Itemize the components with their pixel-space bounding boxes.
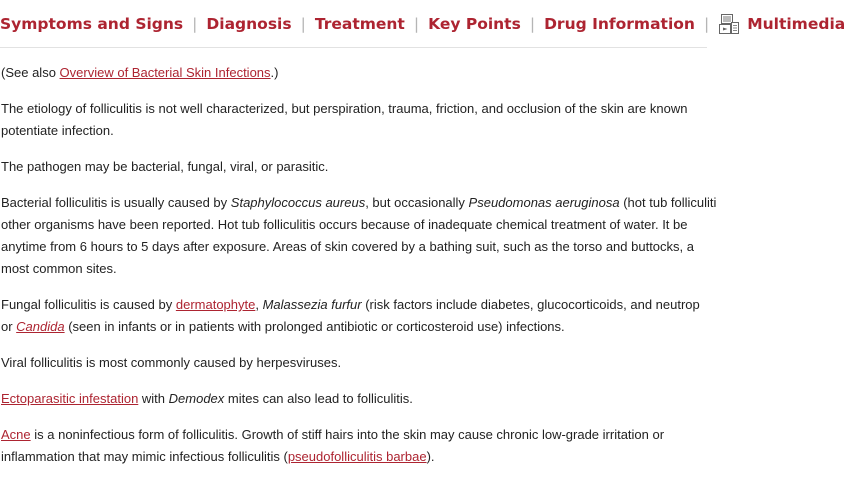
link-pseudofolliculitis-barbae[interactable]: pseudofolliculitis barbae <box>287 449 427 464</box>
article-body <box>1 62 761 482</box>
link-overview-bacterial-skin-infections[interactable]: Overview of Bacterial Skin Infections <box>59 65 271 80</box>
nav-separator: | <box>413 15 420 33</box>
parasitic-folliculitis-paragraph: Ectoparasitic infestation with Demodex mites can also lead to folliculitis. <box>1 391 413 406</box>
link-candida[interactable]: Candida <box>16 319 65 334</box>
nav-separator: | <box>529 15 536 33</box>
link-acne[interactable]: Acne <box>1 427 31 442</box>
viral-folliculitis-paragraph: Viral folliculitis is most commonly caused by herpesviruses. <box>1 355 342 370</box>
acne-paragraph: Acne is a noninfectious form of folliculitis. Growth of stiff hairs into the skin may cause chronic low-grade irritation or inflammation that may mimic infectious folliculitis (pseudofolliculitis barbae). <box>1 427 665 464</box>
link-dermatophyte[interactable]: dermatophyte <box>175 297 256 312</box>
nav-drug-information[interactable]: Drug Information <box>544 15 695 33</box>
nav-symptoms-and-signs[interactable]: Symptoms and Signs <box>0 15 184 33</box>
pathogen-paragraph: The pathogen may be bacterial, fungal, viral, or parasitic. <box>1 159 329 174</box>
link-ectoparasitic-infestation[interactable]: Ectoparasitic infestation <box>1 391 139 406</box>
nav-separator: | <box>300 15 306 33</box>
nav-multimedia[interactable]: Multimedia <box>747 15 845 33</box>
nav-separator: | <box>192 15 198 33</box>
nav-key-points[interactable]: Key Points <box>428 15 521 33</box>
nav-divider <box>0 47 707 48</box>
see-also-paragraph: (See also Overview of Bacterial Skin Infections.) <box>1 65 279 80</box>
section-nav <box>0 8 845 40</box>
fungal-folliculitis-paragraph: Fungal folliculitis is caused by dermatophyte, Malassezia furfur (risk factors include diabetes, glucocorticoids, and neutrop or Candida (seen in infants or in patients with prolonged antibiotic or corticosteroid use) infections. <box>1 297 700 334</box>
nav-diagnosis[interactable]: Diagnosis <box>206 15 292 33</box>
multimedia-icon[interactable] <box>718 13 740 35</box>
nav-treatment[interactable]: Treatment <box>314 15 405 33</box>
nav-separator: | <box>703 15 710 33</box>
etiology-paragraph: The etiology of folliculitis is not well characterized, but perspiration, trauma, friction, and occlusion of the skin are known potentiate infection. <box>1 101 688 138</box>
bacterial-folliculitis-paragraph: Bacterial folliculitis is usually caused by Staphylococcus aureus, but occasionally Pseudomonas aeruginosa (hot tub folliculiti other organisms have been reported. Hot tub folliculitis occurs because of inadequate chemical treatment of water. It be anytime from 6 hours to 5 days after exposure. Areas of skin covered by a bathing suit, such as the torso and buttocks, a most common sites. <box>1 195 717 276</box>
